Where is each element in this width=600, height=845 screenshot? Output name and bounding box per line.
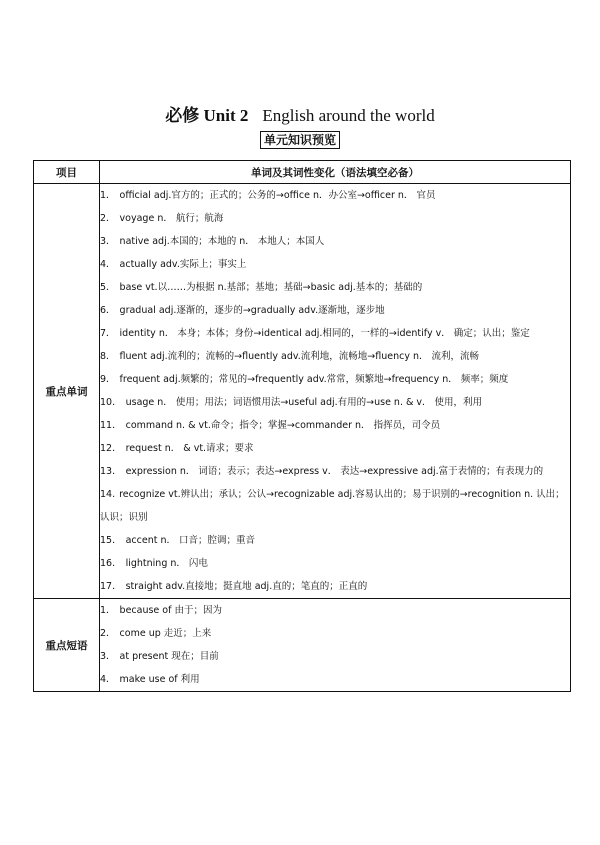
- vocabulary-table: [33, 160, 571, 692]
- table-header-row: [34, 161, 571, 184]
- list-item: 2． come up 走近；上来: [100, 628, 212, 639]
- list-item: 13． expression n． 词语；表示；表达→express v． 表达→expressive adj.富于表情的；有表现力的: [100, 466, 544, 477]
- section-subtitle: 单元知识预览: [260, 131, 340, 149]
- list-item: 2． voyage n． 航行；航海: [100, 213, 224, 224]
- list-item: 5． base vt.以……为根据 n.基部；基地；基础→basic adj.基本的；基础的: [100, 282, 423, 293]
- list-item: 14. recognize vt.辨认出；承认；公认→recognizable adj.容易认出的；易于识别的→recognition n. 认出；认识；识别: [100, 489, 565, 523]
- list-item: 11． command n. & vt.命令；指令；掌握→commander n． 指挥员，司令员: [100, 420, 441, 431]
- key-words-row: [34, 184, 571, 599]
- list-item: 12． request n． & vt.请求；要求: [100, 443, 254, 454]
- list-item: 3． at present 现在；目前: [100, 651, 219, 662]
- key-phrases-row: [34, 599, 571, 692]
- list-item: 1． because of 由于；因为: [100, 605, 222, 616]
- list-item: 6． gradual adj.逐渐的，逐步的→gradually adv.逐渐地，逐步地: [100, 305, 385, 316]
- list-item: 17． straight adv.直接地；挺直地 adj.直的；笔直的；正直的: [100, 581, 368, 592]
- page-title: [0, 101, 600, 126]
- list-item: 10． usage n． 使用；用法；词语惯用法→useful adj.有用的→use n. & v． 使用，利用: [100, 397, 483, 408]
- key-words-list: [100, 184, 571, 599]
- title-english: English around the world: [262, 106, 435, 125]
- key-phrases-label: 重点短语: [34, 599, 100, 692]
- column-header-vocabulary: 单词及其词性变化（语法填空必备）: [100, 161, 571, 184]
- key-words-label: 重点单词: [34, 184, 100, 599]
- title-chinese: 必修 Unit 2: [165, 106, 249, 125]
- list-item: 7． identity n． 本身；本体；身份→identical adj.相同的，一样的→identify v． 确定；认出；鉴定: [100, 328, 530, 339]
- list-item: 9． frequent adj.频繁的；常见的→frequently adv.常常，频繁地→frequency n． 频率；频度: [100, 374, 509, 385]
- list-item: 16． lightning n． 闪电: [100, 558, 208, 569]
- list-item: 15． accent n． 口音；腔调；重音: [100, 535, 256, 546]
- list-item: 4． actually adv.实际上；事实上: [100, 259, 247, 270]
- list-item: 4． make use of 利用: [100, 674, 200, 685]
- list-item: 3． native adj.本国的；本地的 n． 本地人；本国人: [100, 236, 325, 247]
- column-header-item: 项目: [34, 161, 100, 184]
- list-item: 8． fluent adj.流利的；流畅的→fluently adv.流利地，流畅地→fluency n． 流利，流畅: [100, 351, 480, 362]
- list-item: 1． official adj.官方的；正式的；公务的→office n．办公室→officer n． 官员: [100, 190, 436, 201]
- key-phrases-list: [100, 599, 571, 692]
